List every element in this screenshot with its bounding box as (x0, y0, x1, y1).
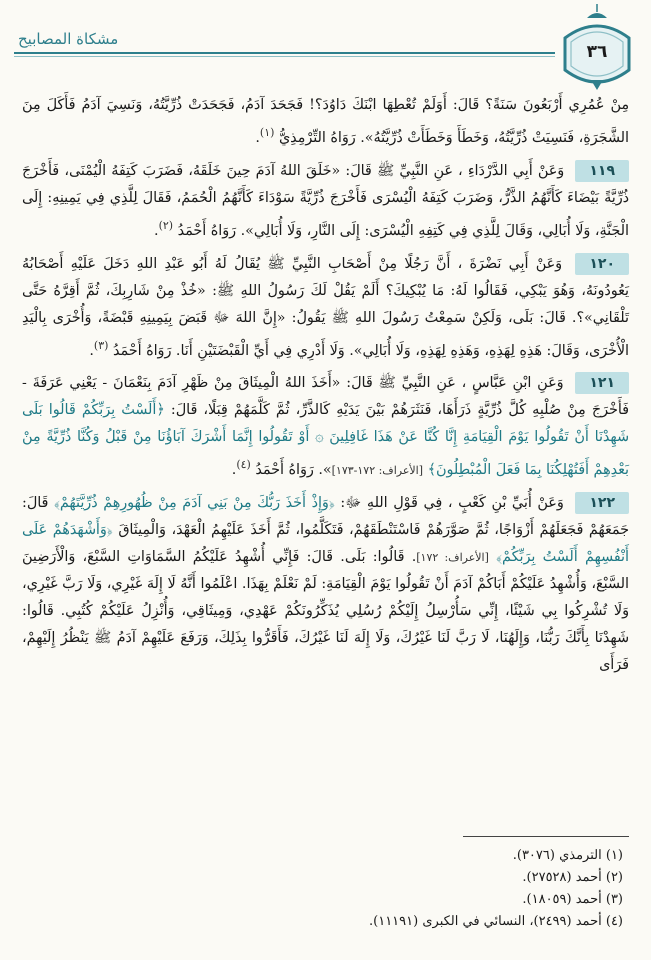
hadith-119: ١١٩ وَعَنْ أَبِي الدَّرْدَاءِ ، عَنِ النَّبِيِّ ﷺ قَالَ: «خَلَقَ اللهُ آدَمَ حِينَ خَلَقَهُ، فَضَرَبَ كَتِفَهُ الْيُمْنَى، فَأَخْرَجَ ذُرِّيَّةً بَيْضَاءَ كَأَنَّهُمُ الذَّرُّ، وَضَرَبَ كَتِفَهُ الْيُسْرَى فَأَخْرَجَ ذُرِّيَّةً سَوْدَاءَ كَأَنَّهُمُ الْحُمَمُ، فَقَالَ لِلَّذِي فِي يَمِينِهِ: إِلَى الْجَنَّةِ، وَلَا أُبَالِي، وَقَالَ لِلَّذِي فِي كَتِفِهِ الْيُسْرَى: إِلَى النَّارِ، وَلَا أُبَالِي». رَوَاهُ أَحْمَدُ $^{(٢)}$. (22, 158, 629, 245)
hadith-text-end: ». رَوَاهُ أَحْمَدُ (255, 462, 332, 479)
footnote-mark: (٤) (236, 458, 251, 472)
page-header (0, 0, 651, 92)
hadith-number: ١٢٠ (575, 253, 629, 275)
page-body (22, 92, 629, 685)
quran-verse: ﴿وَأَشْهَدَهُمْ عَلَى أَنْفُسِهِمْ أَلَسْتُ بِرَبِّكُمْ﴾ (22, 522, 629, 566)
intro-footnote-mark: (١) (259, 126, 275, 139)
surah-reference: [الأعراف: ١٧٢-١٧٣] (331, 464, 424, 478)
hadith-text-end: . قَالُوا: بَلَى. قَالَ: فَإِنِّي أُشْهِدُ عَلَيْكُمُ السَّمَاوَاتِ السَّبْعَ، وَالْأَرَضِينَ السَّبْعَ، وَأُشْهِدُ عَلَيْكُمْ أَبَاكُمْ آدَمَ أَنْ تَقُولُوا يَوْمَ الْقِيَامَةِ: لَمْ نَعْلَمْ بِهَذَا. اعْلَمُوا أَنَّهُ لَا إِلَهَ غَيْرِي، وَلَا رَبَّ غَيْرِي، وَلَا تُشْرِكُوا بِي شَيْئًا، إِنِّي سَأُرْسِلُ إِلَيْكُمْ رُسُلِي يُذَكِّرُونَكُمْ عَهْدِي، وَمِيثَاقِي، وَأُنْزِلُ عَلَيْكُمْ كُتُبِي. قَالُوا: شَهِدْنَا بِأَنَّكَ رَبُّنَا، وَإِلَهُنَا، لَا رَبَّ لَنَا غَيْرُكَ، وَلَا إِلَهَ لَنَا غَيْرُكَ، فَأَقَرُّوا بِذَلِكَ، وَرَفَعَ عَلَيْهِمْ آدَمُ ﷺ يَنْظُرُ إِلَيْهِمْ، فَرَأَى (22, 549, 629, 674)
book-title: مشكاة المصابيح (18, 30, 119, 48)
hadith-number: ١٢١ (575, 372, 629, 394)
quran-verse: ﴿أَلَسْتُ بِرَبِّكُمْ قَالُوا بَلَى شَهِدْنَا أَنْ تَقُولُوا يَوْمَ الْقِيَامَةِ إِنَّا كُنَّا عَنْ هَذَا غَافِلِينَ ۞ أَوْ تَقُولُوا إِنَّمَا أَشْرَكَ آبَاؤُنَا مِنْ قَبْلُ وَكُنَّا ذُرِّيَّةً مِنْ بَعْدِهِمْ أَفَتُهْلِكُنَا بِمَا فَعَلَ الْمُبْطِلُونَ﴾ (22, 402, 629, 479)
hadith-number: ١٢٢ (575, 492, 629, 514)
hadith-120: ١٢٠ وَعَنْ أَبِي نَضْرَةَ ، أَنَّ رَجُلًا مِنْ أَصْحَابِ النَّبِيِّ ﷺ يُقَالُ لَهُ أَبُو عَبْدِ اللهِ دَخَلَ عَلَيْهِ أَصْحَابُهُ يَعُودُونَهُ، وَهُوَ يَبْكِي، فَقَالُوا لَهُ: مَا يُبْكِيكَ؟ أَلَمْ يَقُلْ لَكَ رَسُولُ اللهِ ﷺ: «خُذْ مِنْ شَارِبِكَ، ثُمَّ أَقِرَّهُ حَتَّى تَلْقَانِي»؟. قَالَ: بَلَى، وَلَكِنْ سَمِعْتُ رَسُولَ اللهِ ﷺ يَقُولُ: «إِنَّ اللهَ ﷻ قَبَضَ بِيَمِينِهِ قَبْضَةً، وَأُخْرَى بِالْيَدِ الْأُخْرَى، وَقَالَ: هَذِهِ لِهَذِهِ، وَهَذِهِ لِهَذِهِ، وَلَا أُبَالِي». وَلَا أَدْرِي فِي أَيِّ الْقَبْضَتَيْنِ أَنَا. رَوَاهُ أَحْمَدُ $^{(٣)}$. (22, 251, 629, 365)
hadith-text: وَعَنْ أُبَيِّ بْنِ كَعْبٍ ، فِي قَوْلِ اللهِ ﷻ: (340, 495, 564, 512)
intro-paragraph: مِنْ عُمُرِي أَرْبَعُونَ سَنَةً؟ قَالَ: أَوَلَمْ تُعْطِهَا ابْنَكَ دَاوُدَ؟! فَجَحَدَ آدَمُ، فَجَحَدَتْ ذُرِّيَّتُهُ، وَنَسِيَ آدَمُ فَأَكَلَ مِنَ الشَّجَرَةِ، فَنَسِيَتْ ذُرِّيَّتُهُ، وَخَطَأَ وَخَطَأَتْ ذُرِّيَّتُهُ». رَوَاهُ التِّرْمِذِيُّ $^{(١)}$. (22, 97, 629, 146)
intro-text: مِنْ عُمُرِي أَرْبَعُونَ سَنَةً؟ قَالَ: أَوَلَمْ تُعْطِهَا ابْنَكَ دَاوُدَ؟! فَجَحَدَ آدَمُ، فَجَحَدَتْ ذُرِّيَّتُهُ، وَنَسِيَ آدَمُ فَأَكَلَ مِنَ الشَّجَرَةِ، فَنَسِيَتْ ذُرِّيَّتُهُ، وَخَطَأَ وَخَطَأَتْ ذُرِّيَّتُهُ». رَوَاهُ التِّرْمِذِيُّ (22, 97, 629, 146)
footnote: (١) الترمذي (٣٠٧٦). (512, 848, 623, 863)
footnote-separator (463, 836, 629, 837)
footnote-mark: (٣) (93, 338, 109, 352)
page-number: ٣٦ (586, 42, 608, 62)
footnote-mark: (٢) (158, 218, 174, 232)
header-rule-thin (14, 56, 555, 57)
hadith-text: وَعَنْ أَبِي الدَّرْدَاءِ ، عَنِ النَّبِيِّ ﷺ قَالَ: «خَلَقَ اللهُ آدَمَ حِينَ خَلَقَهُ، فَضَرَبَ كَتِفَهُ الْيُمْنَى، فَأَخْرَجَ ذُرِّيَّةً بَيْضَاءَ كَأَنَّهُمُ الذَّرُّ، وَضَرَبَ كَتِفَهُ الْيُسْرَى فَأَخْرَجَ ذُرِّيَّةً سَوْدَاءَ كَأَنَّهُمُ الْحُمَمُ، فَقَالَ لِلَّذِي فِي يَمِينِهِ: إِلَى الْجَنَّةِ، وَلَا أُبَالِي، وَقَالَ لِلَّذِي فِي كَتِفِهِ الْيُسْرَى: إِلَى النَّارِ، وَلَا أُبَالِي». رَوَاهُ أَحْمَدُ (22, 162, 629, 239)
footnotes (22, 826, 629, 933)
hadith-number: ١١٩ (575, 160, 629, 182)
footnote: (٣) أحمد (١٨٠٥٩). (522, 892, 623, 907)
footnote: (٢) أحمد (٢٧٥٢٨). (522, 870, 623, 885)
hadith-text-middle: قَالَ: جَمَعَهُمْ فَجَعَلَهُمْ أَزْوَاجًا، ثُمَّ صَوَّرَهُمْ فَاسْتَنْطَقَهُمْ، فَتَكَلَّمُوا، ثُمَّ أَخَذَ عَلَيْهِمُ الْعَهْدَ، وَالْمِيثَاقَ (22, 495, 630, 539)
surah-reference: [الأعراف: ١٧٢] (416, 551, 489, 565)
quran-verse: ﴿وَإِذْ أَخَذَ رَبُّكَ مِنْ بَنِي آدَمَ مِنْ ظُهُورِهِمْ ذُرِّيَّتَهُمْ﴾ (54, 495, 335, 512)
hadith-text: وَعَنِ ابْنِ عَبَّاسٍ ، عَنِ النَّبِيِّ ﷺ قَالَ: «أَخَذَ اللهُ الْمِيثَاقَ مِنْ ظَهْرِ آدَمَ بِنَعْمَانَ - يَعْنِي عَرَفَةَ - فَأَخْرَجَ مِنْ صُلْبِهِ كُلَّ ذُرِّيَّةٍ ذَرَأَهَا، فَنَثَرَهُمْ بَيْنَ يَدَيْهِ كَالذَّرِّ، ثُمَّ كَلَّمَهُمْ قِبَلًا، قَالَ: (22, 375, 630, 419)
hadith-121: ١٢١ وَعَنِ ابْنِ عَبَّاسٍ ، عَنِ النَّبِيِّ ﷺ قَالَ: «أَخَذَ اللهُ الْمِيثَاقَ مِنْ ظَهْرِ آدَمَ بِنَعْمَانَ - يَعْنِي عَرَفَةَ - فَأَخْرَجَ مِنْ صُلْبِهِ كُلَّ ذُرِّيَّةٍ ذَرَأَهَا، فَنَثَرَهُمْ بَيْنَ يَدَيْهِ كَالذَّرِّ، ثُمَّ كَلَّمَهُمْ قِبَلًا، قَالَ: ﴿أَلَسْتُ بِرَبِّكُمْ قَالُوا بَلَى شَهِدْنَا أَنْ تَقُولُوا يَوْمَ الْقِيَامَةِ إِنَّا كُنَّا عَنْ هَذَا غَافِلِينَ ۞ أَوْ تَقُولُوا إِنَّمَا أَشْرَكَ آبَاؤُنَا مِنْ قَبْلُ وَكُنَّا ذُرِّيَّةً مِنْ بَعْدِهِمْ أَفَتُهْلِكُنَا بِمَا فَعَلَ الْمُبْطِلُونَ﴾ [الأعراف: ١٧٢-١٧٣]». رَوَاهُ أَحْمَدُ $^{(٤)}$. (22, 370, 629, 484)
hadith-122 (22, 490, 629, 679)
header-rule (14, 52, 555, 54)
hadith-text: وَعَنْ أَبِي نَضْرَةَ ، أَنَّ رَجُلًا مِنْ أَصْحَابِ النَّبِيِّ ﷺ يُقَالُ لَهُ أَبُو عَبْدِ اللهِ دَخَلَ عَلَيْهِ أَصْحَابُهُ يَعُودُونَهُ، وَهُوَ يَبْكِي، فَقَالُوا لَهُ: مَا يُبْكِيكَ؟ أَلَمْ يَقُلْ لَكَ رَسُولُ اللهِ ﷺ: «خُذْ مِنْ شَارِبِكَ، ثُمَّ أَقِرَّهُ حَتَّى تَلْقَانِي»؟. قَالَ: بَلَى، وَلَكِنْ سَمِعْتُ رَسُولَ اللهِ ﷺ يَقُولُ: «إِنَّ اللهَ ﷻ قَبَضَ بِيَمِينِهِ قَبْضَةً، وَأُخْرَى بِالْيَدِ الْأُخْرَى، وَقَالَ: هَذِهِ لِهَذِهِ، وَهَذِهِ لِهَذِهِ، وَلَا أُبَالِي». وَلَا أَدْرِي فِي أَيِّ الْقَبْضَتَيْنِ أَنَا. رَوَاهُ أَحْمَدُ (22, 255, 629, 359)
footnote: (٤) أحمد (٢٤٩٩)، النسائي في الكبرى (١١١٩١). (369, 914, 623, 929)
